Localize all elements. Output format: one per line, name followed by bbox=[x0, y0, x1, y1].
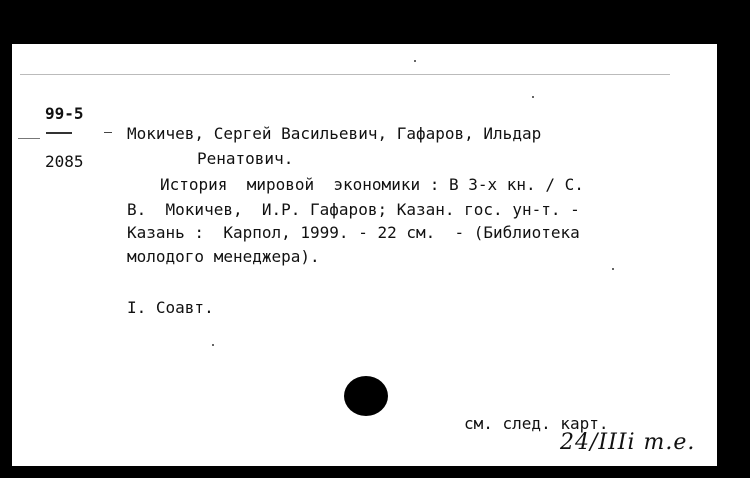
handwritten-note: 24/IIIi т.е. bbox=[560, 430, 696, 455]
print-speck bbox=[212, 344, 214, 346]
classification-number: 99-5 bbox=[45, 104, 84, 123]
print-speck bbox=[532, 96, 534, 98]
see-next-card: см. след. карт. bbox=[464, 414, 609, 433]
print-artifact-line bbox=[20, 74, 670, 75]
entry-line-title: История мировой экономики : В 3-х кн. / С. bbox=[160, 175, 584, 194]
shelfmark-underline bbox=[46, 132, 72, 134]
print-artifact-mark bbox=[18, 138, 40, 139]
entry-line-heading-cont: Ренатович. bbox=[197, 149, 294, 168]
entry-line-series: молодого менеджера). bbox=[127, 247, 320, 266]
entry-line-responsibility: В. Мокичев, И.Р. Гафаров; Казан. гос. ун-т. - bbox=[127, 200, 580, 219]
print-speck bbox=[414, 60, 416, 62]
entry-line-imprint: Казань : Карпол, 1999. - 22 см. - (Библиотека bbox=[127, 223, 580, 242]
card-punch-hole bbox=[344, 376, 388, 416]
shelfmark-dash bbox=[104, 132, 112, 133]
entry-line-heading: Мокичев, Сергей Васильевич, Гафаров, Ильдар bbox=[127, 124, 542, 143]
tracing-note: I. Соавт. bbox=[127, 298, 214, 317]
author-mark: 2085 bbox=[45, 152, 84, 171]
print-speck bbox=[612, 268, 614, 270]
catalog-card bbox=[12, 44, 717, 466]
